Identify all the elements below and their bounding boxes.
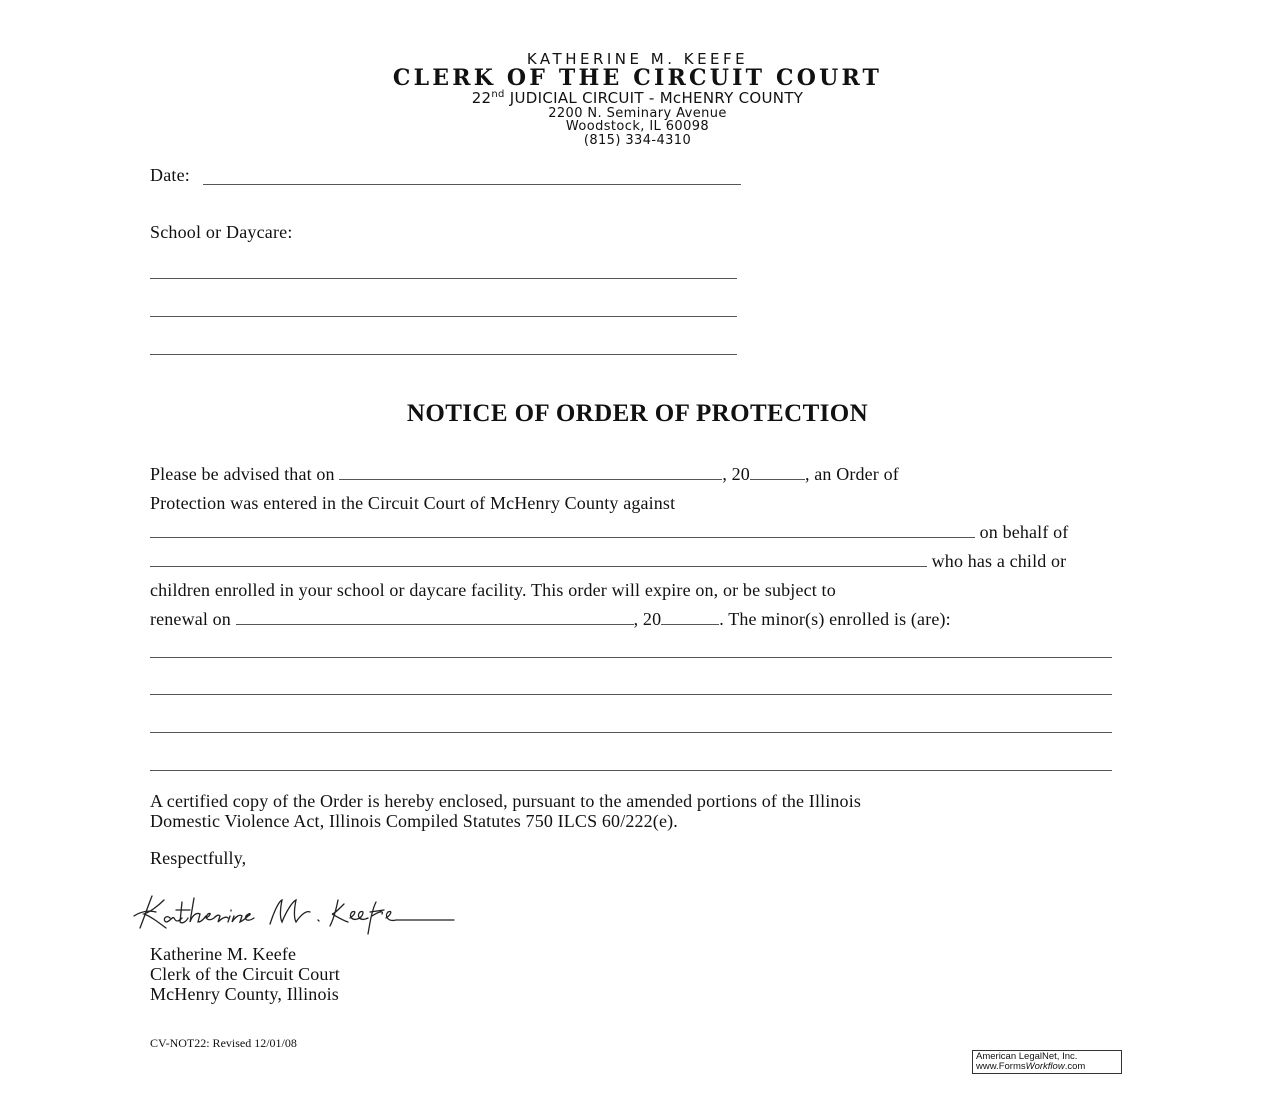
closing-respectfully: Respectfully, xyxy=(150,848,247,868)
minors-enrolled-text: . The minor(s) enrolled is (are): xyxy=(719,609,951,629)
notice-line-1 xyxy=(150,464,899,485)
form-code: CV-NOT22: Revised 12/01/08 xyxy=(150,1036,297,1050)
circuit-line xyxy=(0,89,1275,107)
notice-line-2: Protection was entered in the Circuit Court of McHenry County against xyxy=(150,493,676,513)
expiration-date-blank[interactable] xyxy=(236,610,634,625)
notice-line-6 xyxy=(150,609,951,630)
clerk-name-header: KATHERINE M. KEEFE xyxy=(526,50,749,68)
badge-url-b: Workflow xyxy=(1025,1061,1065,1072)
notice-line-4 xyxy=(150,551,1066,572)
signer-county: McHenry County, Illinois xyxy=(150,984,339,1004)
renewal-on-text: renewal on xyxy=(150,609,231,629)
school-input-line-1[interactable] xyxy=(150,278,737,279)
notice-line-6-text-b: , 20 xyxy=(633,609,662,629)
signer-name: Katherine M. Keefe xyxy=(150,944,297,964)
notice-line-1-text-b: , 20 xyxy=(722,464,750,484)
who-has-child-text: who has a child or xyxy=(931,551,1067,571)
handwritten-signature-icon xyxy=(130,888,460,936)
school-input-line-2[interactable] xyxy=(150,316,737,317)
notice-line-1-text-a: Please be advised that on xyxy=(150,464,335,484)
certified-copy-line-2: Domestic Violence Act, Illinois Compiled Statutes 750 ILCS 60/222(e). xyxy=(150,811,678,831)
school-input-line-3[interactable] xyxy=(150,354,737,355)
notice-line-5: children enrolled in your school or daycare facility. This order will expire on, or be subject to xyxy=(150,580,836,600)
badge-url-c: .com xyxy=(1064,1061,1086,1072)
respondent-blank[interactable] xyxy=(150,523,975,538)
minor-input-line-4[interactable] xyxy=(150,770,1112,771)
school-daycare-label: School or Daycare: xyxy=(150,222,293,242)
notice-line-1-text-c: , an Order of xyxy=(804,464,899,484)
date-input-line[interactable] xyxy=(203,184,741,185)
badge-url xyxy=(976,1062,1118,1072)
date-label: Date: xyxy=(150,165,190,185)
circuit-number: 22 xyxy=(471,89,492,107)
circuit-suffix: nd xyxy=(491,89,505,100)
signer-title: Clerk of the Circuit Court xyxy=(150,964,340,984)
phone-number: (815) 334-4310 xyxy=(583,133,692,148)
address-line-1: 2200 N. Seminary Avenue xyxy=(548,106,727,121)
notice-title: NOTICE OF ORDER OF PROTECTION xyxy=(406,400,869,427)
on-behalf-of-text: on behalf of xyxy=(979,522,1069,542)
circuit-rest: JUDICIAL CIRCUIT - McHENRY COUNTY xyxy=(504,89,804,107)
order-year-blank[interactable] xyxy=(750,465,805,480)
certified-copy-line-1: A certified copy of the Order is hereby enclosed, pursuant to the amended portions of the Illinois xyxy=(150,791,862,811)
badge-company: American LegalNet, Inc. xyxy=(976,1051,1078,1062)
notice-line-3 xyxy=(150,522,1068,543)
office-title: CLERK OF THE CIRCUIT COURT xyxy=(392,65,883,91)
petitioner-blank[interactable] xyxy=(150,552,927,567)
minor-input-line-1[interactable] xyxy=(150,657,1112,658)
minor-input-line-3[interactable] xyxy=(150,732,1112,733)
legalnet-badge xyxy=(972,1050,1122,1074)
signature-image xyxy=(130,888,460,936)
address-line-2: Woodstock, IL 60098 xyxy=(565,119,710,134)
order-date-blank[interactable] xyxy=(339,465,722,480)
expiration-year-blank[interactable] xyxy=(661,610,719,625)
badge-url-a: www.Forms xyxy=(976,1061,1026,1072)
minor-input-line-2[interactable] xyxy=(150,694,1112,695)
